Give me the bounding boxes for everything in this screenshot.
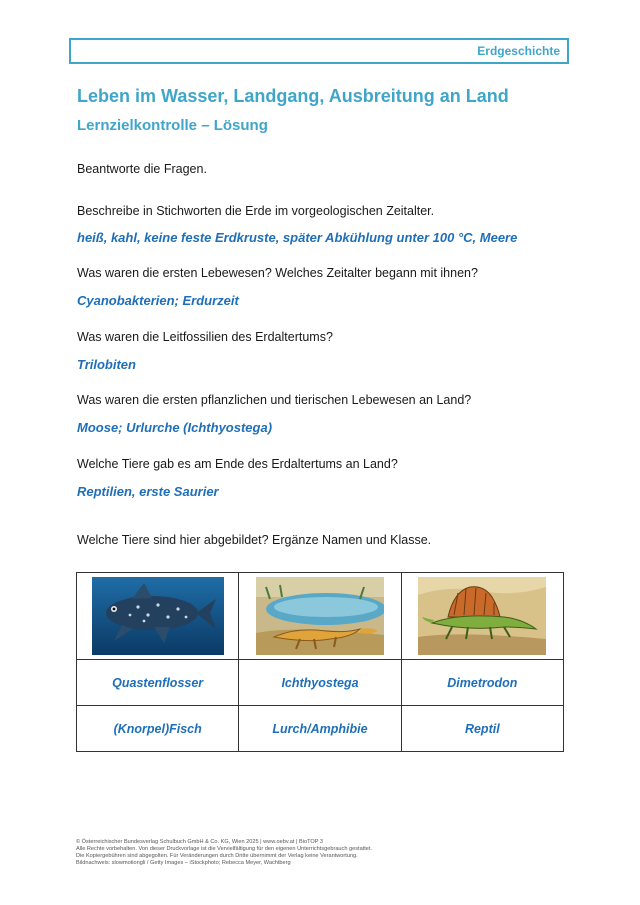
- header-tag: Erdgeschichte: [477, 44, 560, 58]
- image-cell-3: [401, 573, 563, 660]
- dimetrodon-illustration: [418, 577, 546, 655]
- footer-line-1: © Österreichischer Bundesverlag Schulbuch GmbH & Co. KG, Wien 2025 | www.oebv.at | BioTOP 3: [76, 839, 324, 845]
- answer-1: heiß, kahl, keine feste Erdkruste, später Abkühlung unter 100 °C, Meere: [77, 230, 518, 245]
- question-4: Was waren die ersten pflanzlichen und tierischen Lebewesen an Land?: [77, 393, 472, 407]
- image-cell-2: [239, 573, 401, 660]
- answer-5: Reptilien, erste Saurier: [77, 484, 219, 499]
- page-title: Leben im Wasser, Landgang, Ausbreitung an Land: [77, 86, 509, 106]
- class-row: [77, 706, 564, 752]
- image-row: [77, 573, 564, 660]
- question-1: Beschreibe in Stichworten die Erde im vorgeologischen Zeitalter.: [77, 204, 435, 218]
- header-box: [69, 38, 569, 64]
- animals-table: [76, 572, 564, 752]
- picture-task-text: Welche Tiere sind hier abgebildet? Ergänze Namen und Klasse.: [77, 533, 432, 547]
- question-2: Was waren die ersten Lebewesen? Welches Zeitalter begann mit ihnen?: [77, 266, 478, 280]
- ichthyostega-illustration: [256, 577, 384, 655]
- answer-3: Trilobiten: [77, 357, 136, 372]
- animal-class-1: (Knorpel)Fisch: [77, 706, 239, 752]
- name-row: [77, 660, 564, 706]
- animal-name-2: Ichthyostega: [239, 660, 401, 706]
- instruction-text: Beantworte die Fragen.: [77, 162, 207, 176]
- footer-line-4: Bildnachweis: slowmotiongli / Getty Images – iStockphoto; Rebecca Meyer, Wachtberg: [76, 860, 291, 866]
- footer: [76, 839, 576, 867]
- animal-name-3: Dimetrodon: [401, 660, 563, 706]
- animal-class-2: Lurch/Amphibie: [239, 706, 401, 752]
- footer-line-3: Die Kopiergebühren sind abgegolten. Für Veränderungen durch Dritte übernimmt der Verlag keine Verantwortung.: [76, 853, 358, 859]
- question-3: Was waren die Leitfossilien des Erdaltertums?: [77, 330, 333, 344]
- answer-2: Cyanobakterien; Erdurzeit: [77, 293, 239, 308]
- question-5: Welche Tiere gab es am Ende des Erdaltertums an Land?: [77, 457, 398, 471]
- image-cell-1: [77, 573, 239, 660]
- coelacanth-illustration: [92, 577, 224, 655]
- page-subtitle: Lernzielkontrolle – Lösung: [77, 117, 268, 134]
- animal-name-1: Quastenflosser: [77, 660, 239, 706]
- answer-4: Moose; Urlurche (Ichthyostega): [77, 420, 273, 435]
- footer-line-2: Alle Rechte vorbehalten. Von dieser Druckvorlage ist die Vervielfältigung für den eigenen Unterrichtsgebrauch gestattet.: [76, 846, 373, 852]
- animal-class-3: Reptil: [401, 706, 563, 752]
